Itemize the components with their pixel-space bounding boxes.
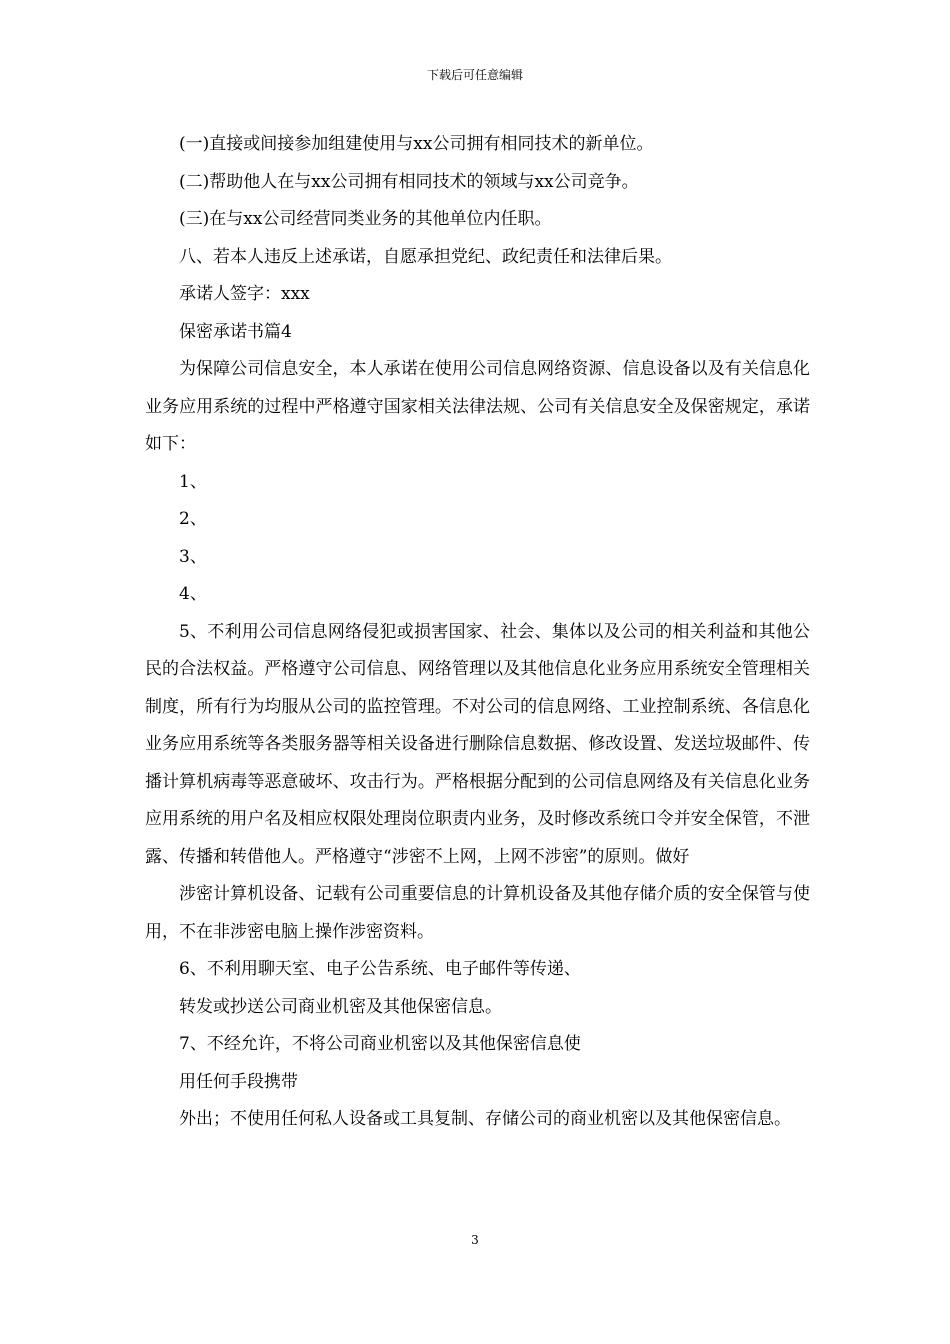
list-item: (二)帮助他人在与xx公司拥有相同技术的领域与xx公司竞争。 — [179, 171, 639, 192]
point-7-paragraph: 外出；不使用任何私人设备或工具复制、存储公司的商业机密以及其他保密信息。 — [179, 1109, 791, 1129]
section-title: 保密承诺书篇4 — [179, 321, 292, 342]
point-7-continuation: 用任何手段携带 — [179, 1071, 298, 1092]
point-6-continuation: 转发或抄送公司商业机密及其他保密信息。 — [179, 996, 502, 1017]
point-5-paragraph: 5、不利用公司信息网络侵犯或损害国家、社会、集体以及公司的相关利益和其他公民的合法权益。严格遵守公司信息、网络管理以及其他信息化业务应用系统安全管理相关制度，所有行为均服从公司的监控管理。不对公司的信息网络、工业控制系统、各信息化业务应用系统等各类服务器等相关设备进行删除信息数据、修改设置、发送垃圾邮件、传播计算机病毒等恶意破坏、攻击行为。严格根据分配到的公司信息网络及有关信息化业务应用系统的用户名及相应权限处理岗位职责内业务，及时修改系统口令并安全保管，不泄露、传播和转借他人。严格遵守“涉密不上网，上网不涉密”的原则。做好 — [145, 621, 810, 867]
clause-8: 八、若本人违反上述承诺，自愿承担党纪、政纪责任和法律后果。 — [179, 246, 672, 267]
list-item: (三)在与xx公司经营同类业务的其他单位内任职。 — [179, 209, 552, 229]
point-6-line: 6、不利用聊天室、电子公告系统、电子邮件等传递、 — [179, 959, 581, 979]
list-number: 1、 — [179, 471, 207, 492]
document-body — [145, 126, 810, 1139]
list-number: 3、 — [179, 546, 207, 567]
signature-line: 承诺人签字：xxx — [179, 284, 310, 304]
list-number: 4、 — [179, 584, 207, 604]
list-item: (一)直接或间接参加组建使用与xx公司拥有相同技术的新单位。 — [179, 134, 654, 154]
list-number: 2、 — [179, 509, 207, 529]
page-header: 下载后可任意编辑 — [426, 68, 523, 82]
intro-paragraph: 为保障公司信息安全，本人承诺在使用公司信息网络资源、信息设备以及有关信息化业务应用系统的过程中严格遵守国家相关法律法规、公司有关信息安全及保密规定，承诺如下： — [145, 359, 810, 454]
page-number: 3 — [471, 1233, 479, 1247]
point-5-continuation: 涉密计算机设备、记载有公司重要信息的计算机设备及其他存储介质的安全保管与使用，不在非涉密电脑上操作涉密资料。 — [145, 884, 810, 942]
point-7-line: 7、不经允许，不将公司商业机密以及其他保密信息使 — [179, 1034, 581, 1054]
